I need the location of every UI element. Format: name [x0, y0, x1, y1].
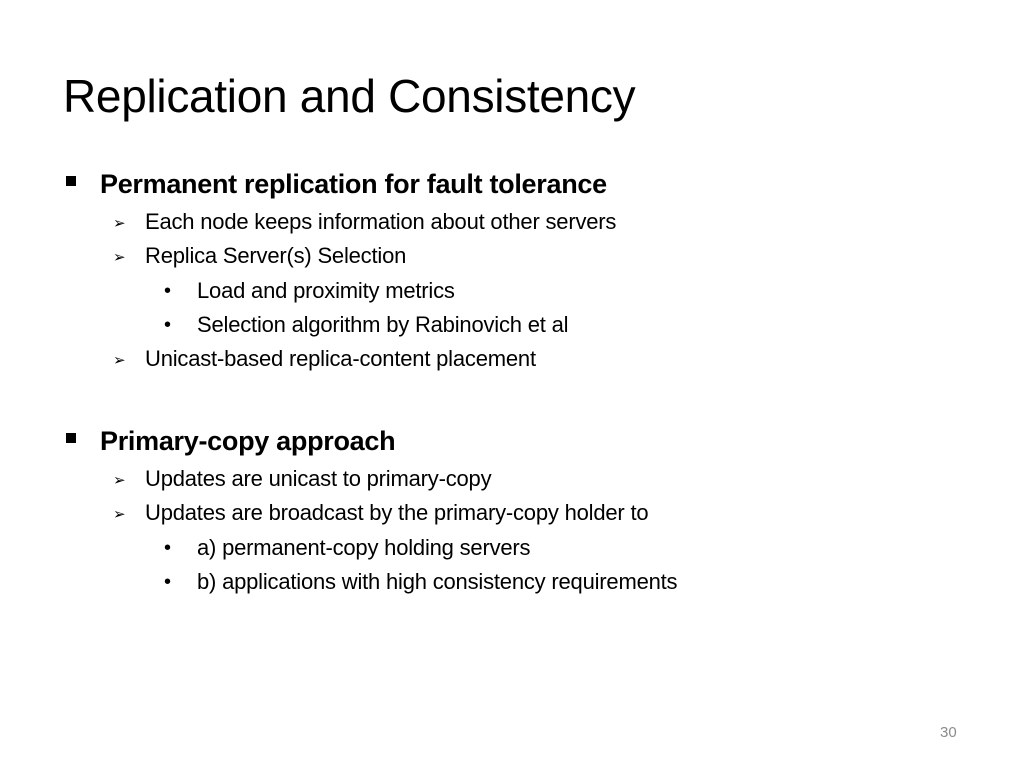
list-item-text: Unicast-based replica-content placement	[145, 346, 536, 371]
list-item	[113, 208, 617, 236]
slide-title: Replication and Consistency	[63, 70, 636, 122]
list-item	[113, 242, 407, 270]
section-heading-primary-copy	[100, 425, 395, 457]
section-heading-text: Permanent replication for fault tolerance	[100, 169, 607, 199]
sub-list-item	[164, 568, 678, 596]
list-item-text: Updates are broadcast by the primary-copy holder to	[145, 500, 649, 525]
dot-bullet-icon: •	[164, 280, 171, 302]
square-bullet-icon	[66, 176, 76, 186]
sub-list-item	[164, 311, 569, 339]
dot-bullet-icon: •	[164, 571, 171, 593]
arrow-bullet-icon: ➢	[113, 248, 126, 266]
square-bullet-icon	[66, 433, 76, 443]
sub-list-item	[164, 277, 455, 305]
dot-bullet-icon: •	[164, 314, 171, 336]
dot-bullet-icon: •	[164, 537, 171, 559]
sub-list-item	[164, 534, 531, 562]
arrow-bullet-icon: ➢	[113, 351, 126, 369]
arrow-bullet-icon: ➢	[113, 214, 126, 232]
list-item	[113, 499, 649, 527]
section-heading-text: Primary-copy approach	[100, 426, 396, 456]
sub-list-item-text: Selection algorithm by Rabinovich et al	[197, 312, 569, 337]
sub-list-item-text: b) applications with high consistency requirements	[197, 569, 678, 594]
sub-list-item-text: a) permanent-copy holding servers	[197, 535, 531, 560]
arrow-bullet-icon: ➢	[113, 505, 126, 523]
list-item	[113, 465, 492, 493]
arrow-bullet-icon: ➢	[113, 471, 126, 489]
list-item-text: Each node keeps information about other servers	[145, 209, 617, 234]
list-item	[113, 345, 536, 373]
section-heading-permanent-replication	[100, 168, 607, 200]
list-item-text: Updates are unicast to primary-copy	[145, 466, 492, 491]
list-item-text: Replica Server(s) Selection	[145, 243, 407, 268]
sub-list-item-text: Load and proximity metrics	[197, 278, 455, 303]
page-number: 30	[940, 724, 957, 741]
